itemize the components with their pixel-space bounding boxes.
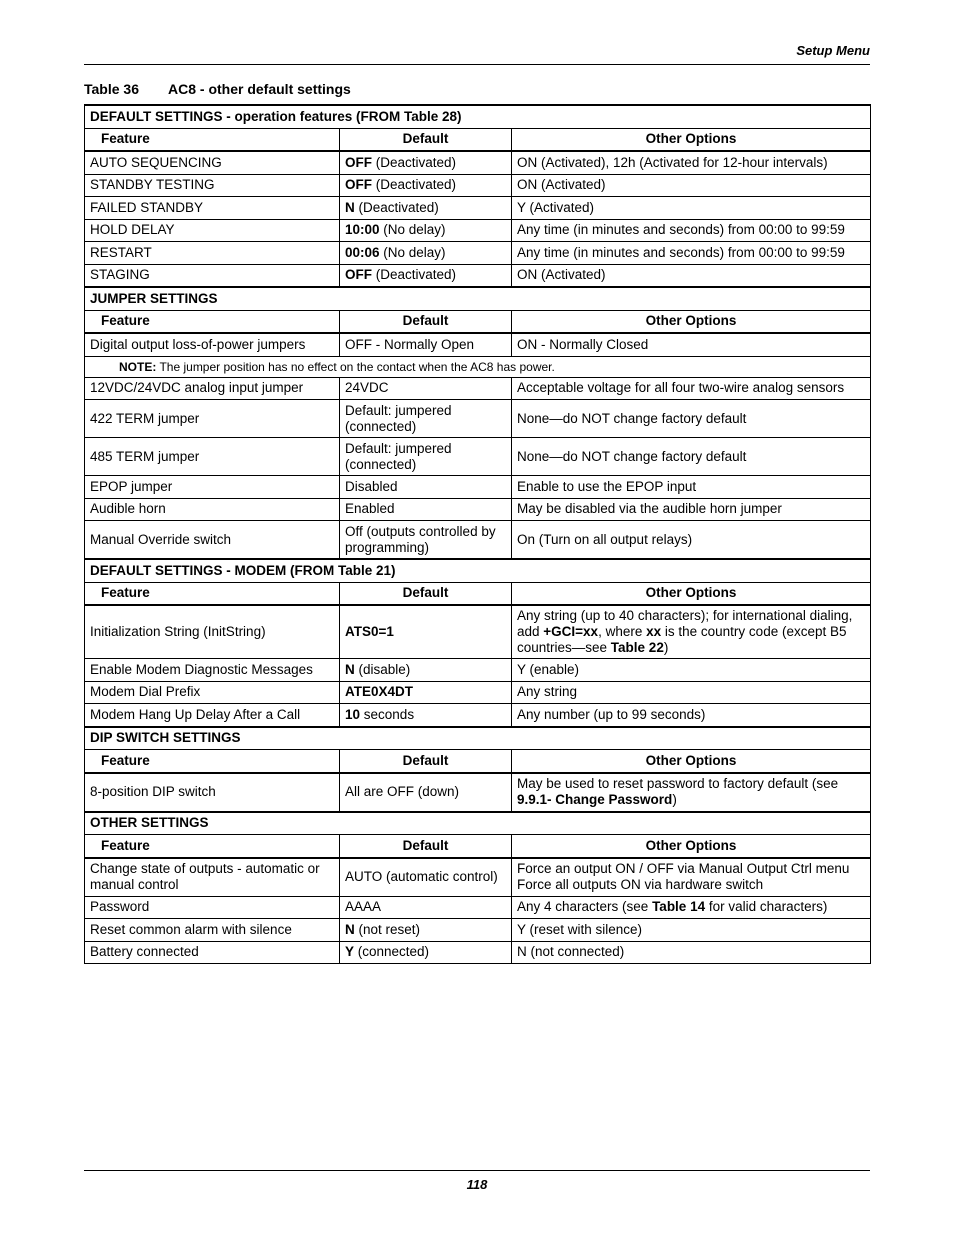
default-value: Y bbox=[345, 944, 355, 960]
default-note: (Deactivated) bbox=[372, 177, 457, 193]
section-title: DIP SWITCH SETTINGS bbox=[85, 727, 871, 750]
feature-header: Feature bbox=[85, 582, 340, 605]
default-note: (Deactivated) bbox=[372, 267, 457, 283]
table-row bbox=[85, 704, 871, 727]
default-value: OFF bbox=[345, 267, 372, 283]
table-row bbox=[85, 476, 871, 499]
table-row bbox=[85, 498, 871, 521]
feature-header: Feature bbox=[85, 128, 340, 151]
default-cell: Off (outputs controlled by programming) bbox=[340, 521, 512, 560]
footer-rule bbox=[84, 1170, 870, 1171]
default-value: OFF bbox=[345, 177, 372, 193]
feature-cell: Initialization String (InitString) bbox=[85, 605, 340, 659]
table-row bbox=[85, 681, 871, 704]
default-cell bbox=[340, 242, 512, 265]
table-reference-link[interactable]: Table 14 bbox=[652, 899, 706, 915]
settings-table bbox=[84, 104, 871, 964]
feature-cell: HOLD DELAY bbox=[85, 219, 340, 242]
default-value: N bbox=[345, 921, 355, 937]
note-text: The jumper position has no effect on the contact when the AC8 has power. bbox=[156, 359, 555, 374]
other-options-cell bbox=[512, 773, 871, 812]
note-label: NOTE: bbox=[119, 359, 157, 374]
feature-cell: Audible horn bbox=[85, 498, 340, 521]
feature-header: Feature bbox=[85, 310, 340, 333]
section-row-jumper bbox=[85, 287, 871, 310]
section-title: JUMPER SETTINGS bbox=[85, 287, 871, 310]
default-note: (connected) bbox=[354, 944, 430, 960]
section-title: DEFAULT SETTINGS - operation features (FROM Table 28) bbox=[85, 105, 871, 128]
table-row bbox=[85, 858, 871, 897]
table-row bbox=[85, 400, 871, 438]
default-cell: Disabled bbox=[340, 476, 512, 499]
column-header-row bbox=[85, 582, 871, 605]
other-options-cell: Y (reset with silence) bbox=[512, 919, 871, 942]
section-title: OTHER SETTINGS bbox=[85, 812, 871, 835]
other-text: is the country code (except B5 countries—see bbox=[517, 624, 847, 655]
feature-cell: Reset common alarm with silence bbox=[85, 919, 340, 942]
default-cell: Default: jumpered (connected) bbox=[340, 400, 512, 438]
feature-header: Feature bbox=[85, 835, 340, 858]
feature-cell: Modem Hang Up Delay After a Call bbox=[85, 704, 340, 727]
table-row bbox=[85, 333, 871, 356]
other-options-cell bbox=[512, 858, 871, 897]
table-row bbox=[85, 919, 871, 942]
other-options-cell: Any string bbox=[512, 681, 871, 704]
other-options-cell: Any time (in minutes and seconds) from 00:00 to 99:59 bbox=[512, 242, 871, 265]
default-cell: AAAA bbox=[340, 896, 512, 919]
other-line: Force an output ON / OFF via Manual Output Ctrl menu bbox=[517, 861, 850, 876]
other-options-cell: Any time (in minutes and seconds) from 00:00 to 99:59 bbox=[512, 219, 871, 242]
default-header: Default bbox=[340, 582, 512, 605]
default-cell bbox=[340, 174, 512, 197]
other-text: ) bbox=[672, 792, 677, 807]
default-value: N bbox=[345, 661, 355, 677]
default-cell bbox=[340, 681, 512, 704]
note-row bbox=[85, 356, 871, 377]
column-header-row bbox=[85, 835, 871, 858]
table-reference-link[interactable]: Table 22 bbox=[610, 640, 664, 655]
feature-cell: 485 TERM jumper bbox=[85, 438, 340, 476]
other-options-cell: ON (Activated) bbox=[512, 264, 871, 287]
default-value: 00:06 bbox=[345, 244, 380, 260]
feature-cell: Digital output loss-of-power jumpers bbox=[85, 333, 340, 356]
other-text: Any 4 characters (see bbox=[517, 899, 653, 915]
other-options-cell: None—do NOT change factory default bbox=[512, 438, 871, 476]
default-header: Default bbox=[340, 128, 512, 151]
table-row bbox=[85, 941, 871, 964]
feature-cell: RESTART bbox=[85, 242, 340, 265]
feature-cell: Manual Override switch bbox=[85, 521, 340, 560]
table-row bbox=[85, 521, 871, 560]
feature-cell: AUTO SEQUENCING bbox=[85, 151, 340, 174]
section-title: DEFAULT SETTINGS - MODEM (FROM Table 21) bbox=[85, 559, 871, 582]
table-row bbox=[85, 896, 871, 919]
feature-cell: STANDBY TESTING bbox=[85, 174, 340, 197]
default-header: Default bbox=[340, 310, 512, 333]
other-text: for valid characters) bbox=[705, 899, 828, 915]
table-row bbox=[85, 174, 871, 197]
default-cell bbox=[340, 219, 512, 242]
table-number: Table 36 bbox=[84, 81, 139, 97]
other-text: ) bbox=[663, 640, 669, 655]
other-line: Force all outputs ON via hardware switch bbox=[517, 877, 764, 892]
default-note: (Deactivated) bbox=[372, 154, 457, 170]
default-cell: Default: jumpered (connected) bbox=[340, 438, 512, 476]
table-row bbox=[85, 377, 871, 400]
default-note: (No delay) bbox=[379, 244, 446, 260]
table-title: AC8 - other default settings bbox=[168, 81, 351, 97]
other-options-cell bbox=[512, 896, 871, 919]
feature-cell: Password bbox=[85, 896, 340, 919]
header-rule bbox=[84, 64, 870, 65]
default-header: Default bbox=[340, 750, 512, 773]
table-row bbox=[85, 197, 871, 220]
other-options-header: Other Options bbox=[512, 128, 871, 151]
other-options-cell: Y (Activated) bbox=[512, 197, 871, 220]
table-row bbox=[85, 438, 871, 476]
section-row-modem bbox=[85, 559, 871, 582]
table-row bbox=[85, 773, 871, 812]
default-note: (not reset) bbox=[354, 921, 421, 937]
feature-cell: FAILED STANDBY bbox=[85, 197, 340, 220]
other-options-cell: ON (Activated) bbox=[512, 174, 871, 197]
table-row bbox=[85, 605, 871, 659]
default-cell bbox=[340, 151, 512, 174]
default-cell: OFF - Normally Open bbox=[340, 333, 512, 356]
feature-cell: 422 TERM jumper bbox=[85, 400, 340, 438]
other-options-cell: Any number (up to 99 seconds) bbox=[512, 704, 871, 727]
feature-cell: 12VDC/24VDC analog input jumper bbox=[85, 377, 340, 400]
section-reference-link[interactable]: 9.9.1- Change Password bbox=[517, 792, 673, 807]
table-row bbox=[85, 659, 871, 682]
default-cell bbox=[340, 941, 512, 964]
default-cell bbox=[340, 264, 512, 287]
default-cell bbox=[340, 197, 512, 220]
default-cell: 24VDC bbox=[340, 377, 512, 400]
default-value: ATE0X4DT bbox=[345, 684, 414, 700]
other-options-cell: ON - Normally Closed bbox=[512, 333, 871, 356]
feature-cell: 8-position DIP switch bbox=[85, 773, 340, 812]
table-row bbox=[85, 242, 871, 265]
section-row-dip bbox=[85, 727, 871, 750]
other-options-cell: ON (Activated), 12h (Activated for 12-hour intervals) bbox=[512, 151, 871, 174]
other-options-cell: On (Turn on all output relays) bbox=[512, 521, 871, 560]
other-bold: xx bbox=[646, 624, 662, 639]
feature-cell: Change state of outputs - automatic or manual control bbox=[85, 858, 340, 897]
feature-header: Feature bbox=[85, 750, 340, 773]
other-options-header: Other Options bbox=[512, 582, 871, 605]
default-value: ATS0=1 bbox=[345, 624, 394, 639]
column-header-row bbox=[85, 128, 871, 151]
other-options-header: Other Options bbox=[512, 310, 871, 333]
feature-cell: Modem Dial Prefix bbox=[85, 681, 340, 704]
default-cell: AUTO (automatic control) bbox=[340, 858, 512, 897]
default-cell bbox=[340, 919, 512, 942]
default-value: 10:00 bbox=[345, 222, 380, 238]
feature-cell: STAGING bbox=[85, 264, 340, 287]
default-value: N bbox=[345, 199, 355, 215]
other-options-header: Other Options bbox=[512, 750, 871, 773]
default-note: (Deactivated) bbox=[354, 199, 439, 215]
other-options-cell: Acceptable voltage for all four two-wire analog sensors bbox=[512, 377, 871, 400]
other-bold: +GCI=xx bbox=[543, 624, 599, 639]
other-options-header: Other Options bbox=[512, 835, 871, 858]
note-cell bbox=[85, 356, 871, 377]
default-cell bbox=[340, 659, 512, 682]
running-header: Setup Menu bbox=[796, 43, 870, 58]
other-options-cell: May be disabled via the audible horn jumper bbox=[512, 498, 871, 521]
other-options-cell: N (not connected) bbox=[512, 941, 871, 964]
feature-cell: Enable Modem Diagnostic Messages bbox=[85, 659, 340, 682]
other-text: May be used to reset password to factory default (see bbox=[517, 776, 839, 791]
default-cell: Enabled bbox=[340, 498, 512, 521]
default-value: OFF bbox=[345, 154, 372, 170]
other-options-cell: Enable to use the EPOP input bbox=[512, 476, 871, 499]
default-cell: All are OFF (down) bbox=[340, 773, 512, 812]
other-text: , where bbox=[598, 624, 647, 639]
column-header-row bbox=[85, 750, 871, 773]
table-caption bbox=[84, 81, 351, 97]
page-number: 118 bbox=[466, 1177, 488, 1192]
feature-cell: EPOP jumper bbox=[85, 476, 340, 499]
table-row bbox=[85, 151, 871, 174]
default-value: 10 bbox=[345, 706, 361, 722]
other-options-cell: None—do NOT change factory default bbox=[512, 400, 871, 438]
other-options-cell bbox=[512, 605, 871, 659]
other-options-cell: Y (enable) bbox=[512, 659, 871, 682]
default-note: seconds bbox=[360, 706, 415, 722]
table-row bbox=[85, 219, 871, 242]
column-header-row bbox=[85, 310, 871, 333]
default-header: Default bbox=[340, 835, 512, 858]
default-cell bbox=[340, 605, 512, 659]
feature-cell: Battery connected bbox=[85, 941, 340, 964]
other-text: Any string (up to 40 characters); for international dialing, add bbox=[517, 608, 853, 639]
table-row bbox=[85, 264, 871, 287]
default-cell bbox=[340, 704, 512, 727]
section-row-operation bbox=[85, 105, 871, 128]
default-note: (No delay) bbox=[379, 222, 446, 238]
default-note: (disable) bbox=[354, 661, 411, 677]
section-row-other bbox=[85, 812, 871, 835]
